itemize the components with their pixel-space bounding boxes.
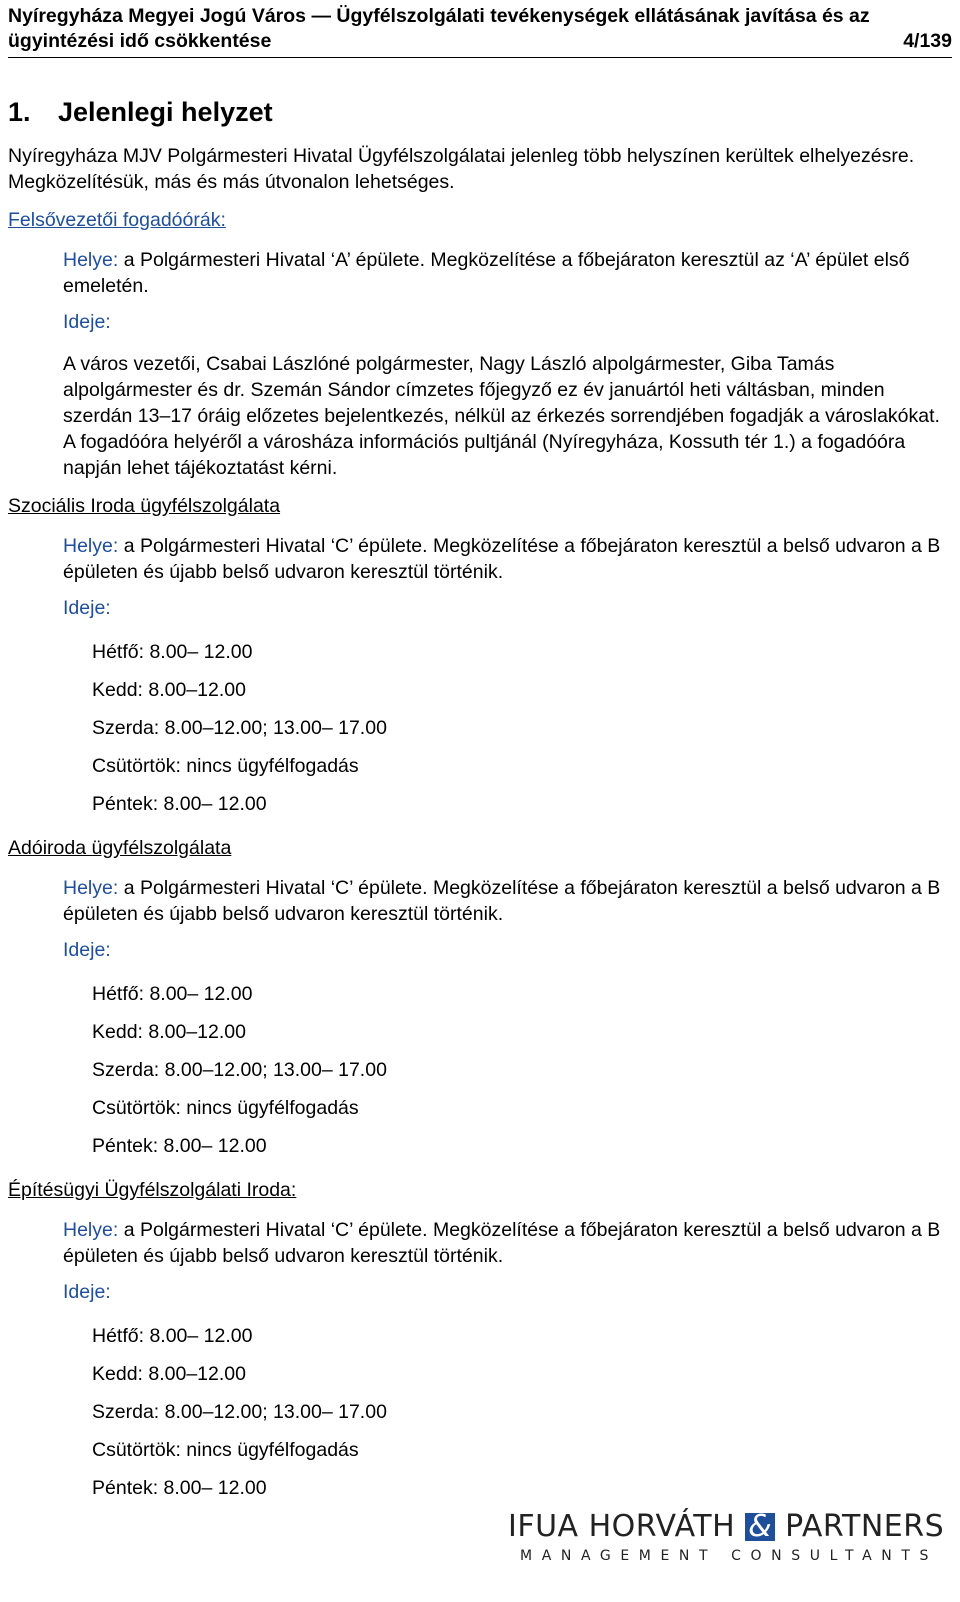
leaders-when-label: Ideje: [63, 311, 111, 333]
hours-row: Csütörtök: nincs ügyfélfogadás [92, 1097, 359, 1119]
section-when-label: Ideje: [63, 1281, 111, 1303]
section-when-label: Ideje: [63, 939, 111, 961]
leaders-location [63, 247, 952, 299]
page-header [8, 0, 952, 58]
hours-row: Péntek: 8.00– 12.00 [92, 1135, 267, 1157]
hours-row: Szerda: 8.00–12.00; 13.00– 17.00 [92, 717, 387, 739]
hours-row: Hétfő: 8.00– 12.00 [92, 1325, 253, 1347]
section-when-label: Ideje: [63, 597, 111, 619]
section-heading [8, 96, 952, 128]
intro-paragraph: Nyíregyháza MJV Polgármesteri Hivatal Ügyfélszolgálatai jelenleg több helyszínen kerültek elhelyezésre. Megközelítésük, más és más útvonalon lehetséges. [8, 145, 915, 193]
heading-number: 1. [8, 97, 31, 127]
leaders-title: Felsővezetői fogadóórák: [8, 209, 226, 231]
leaders-section [8, 207, 952, 481]
header-title-line1: Nyíregyháza Megyei Jogú Város — Ügyfélszolgálati tevékenységek ellátásának javítása és az [8, 5, 870, 27]
hours-row: Hétfő: 8.00– 12.00 [92, 983, 253, 1005]
hours-row: Péntek: 8.00– 12.00 [92, 793, 267, 815]
location-text: a Polgármesteri Hivatal ‘C’ épülete. Megközelítése a főbejáraton keresztül a belső udvaron a B épületen és újabb belső udvaron keresztül történik. [63, 535, 941, 583]
logo-ampersand: & [745, 1513, 775, 1541]
hours-row: Kedd: 8.00–12.00 [92, 679, 246, 701]
hours-list [92, 1317, 952, 1507]
logo-part1: IFUA HORVÁTH [508, 1509, 746, 1544]
office-section-building [8, 1177, 952, 1507]
section-location [63, 1217, 952, 1269]
logo-wordmark [508, 1509, 945, 1544]
hours-row: Hétfő: 8.00– 12.00 [92, 641, 253, 663]
location-text: a Polgármesteri Hivatal ‘C’ épülete. Megközelítése a főbejáraton keresztül a belső udvaron a B épületen és újabb belső udvaron keresztül történik. [63, 877, 941, 925]
hours-row: Kedd: 8.00–12.00 [92, 1363, 246, 1385]
page-number: 4/139 [903, 30, 952, 52]
company-logo [508, 1509, 945, 1566]
office-section-social [8, 493, 952, 823]
section-title: Szociális Iroda ügyfélszolgálata [8, 495, 281, 517]
hours-row: Péntek: 8.00– 12.00 [92, 1477, 267, 1499]
hours-row: Kedd: 8.00–12.00 [92, 1021, 246, 1043]
location-label: Helye: [63, 535, 119, 557]
location-label: Helye: [63, 249, 119, 271]
section-location [63, 533, 952, 585]
location-text: a Polgármesteri Hivatal ‘C’ épülete. Megközelítése a főbejáraton keresztül a belső udvaron a B épületen és újabb belső udvaron keresztül történik. [63, 1219, 941, 1267]
section-title: Adóiroda ügyfélszolgálata [8, 837, 232, 859]
office-section-tax [8, 835, 952, 1165]
hours-row: Csütörtök: nincs ügyfélfogadás [92, 1439, 359, 1461]
hours-list [92, 975, 952, 1165]
logo-tagline: MANAGEMENT CONSULTANTS [520, 1548, 938, 1564]
document-page [8, 0, 952, 1507]
leaders-description: A város vezetői, Csabai Lászlóné polgármester, Nagy László alpolgármester, Giba Tamás alpolgármester és dr. Szemán Sándor címzetes főjegyző ez év januártól heti váltásban, minden szerdán 13–17 óráig előzetes bejelentkezés, nélkül az érkezés sorrendjében fogadják a városlakókat. A fogadóóra helyéről a városháza információs pultjánál (Nyíregyháza, Kossuth tér 1.) a fogadóóra napján lehet tájékoztatást kérni. [63, 353, 940, 479]
hours-row: Szerda: 8.00–12.00; 13.00– 17.00 [92, 1059, 387, 1081]
section-title: Építésügyi Ügyfélszolgálati Iroda: [8, 1179, 297, 1201]
hours-row: Csütörtök: nincs ügyfélfogadás [92, 755, 359, 777]
section-location [63, 875, 952, 927]
logo-part2: PARTNERS [775, 1509, 945, 1544]
heading-title: Jelenlegi helyzet [58, 97, 273, 127]
hours-list [92, 633, 952, 823]
location-text: a Polgármesteri Hivatal ‘A’ épülete. Megközelítése a főbejáraton keresztül az ‘A’ épület első emeletén. [63, 249, 910, 297]
location-label: Helye: [63, 1219, 119, 1241]
location-label: Helye: [63, 877, 119, 899]
header-title-line2: ügyintézési idő csökkentése [8, 30, 272, 52]
hours-row: Szerda: 8.00–12.00; 13.00– 17.00 [92, 1401, 387, 1423]
